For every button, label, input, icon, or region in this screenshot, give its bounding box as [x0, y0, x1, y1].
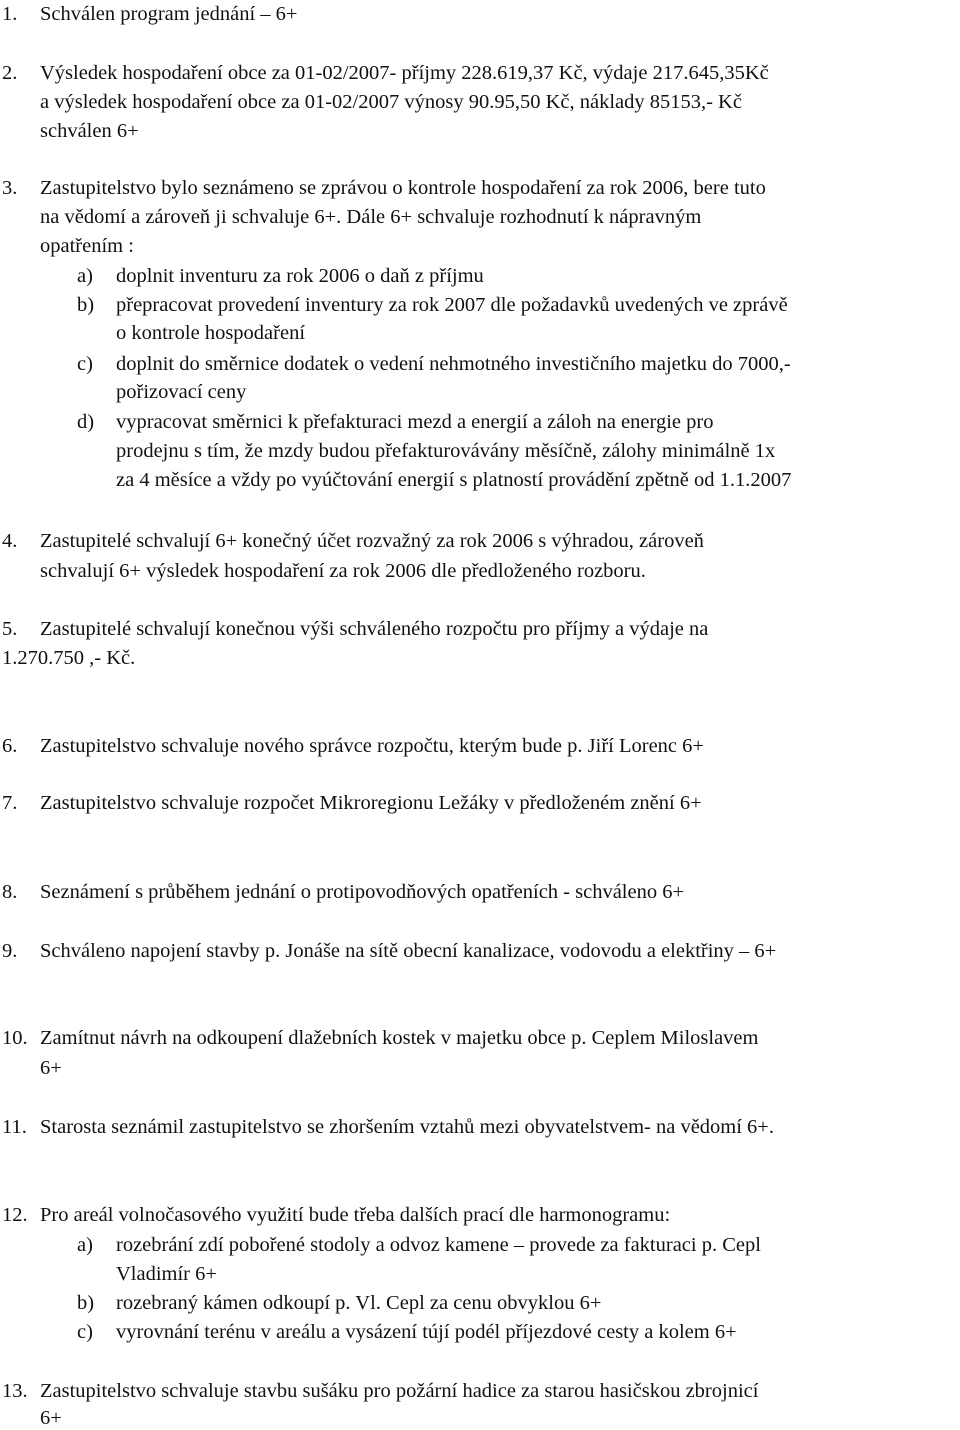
- item-text: opatřením :: [40, 235, 134, 257]
- item-text: 6+: [40, 1057, 62, 1079]
- subitem-text: doplnit inventuru za rok 2006 o daň z příjmu: [116, 265, 484, 287]
- item-number: 1.: [2, 3, 18, 25]
- subitem-text: prodejnu s tím, že mzdy budou přefakturovávány měsíčně, zálohy minimálně 1x: [116, 440, 776, 462]
- item-number: 4.: [2, 530, 18, 552]
- subitem-letter: c): [77, 353, 93, 375]
- subitem-letter: c): [77, 1321, 93, 1343]
- item-text: Pro areál volnočasového využití bude třeba dalších prací dle harmonogramu:: [40, 1204, 671, 1226]
- item-text: Zastupitelé schvalují 6+ konečný účet rozvažný za rok 2006 s výhradou, zároveň: [40, 530, 704, 552]
- subitem-text: rozebraný kámen odkoupí p. Vl. Cepl za cenu obvyklou 6+: [116, 1292, 602, 1314]
- subitem-letter: a): [77, 1234, 93, 1256]
- subitem-text: rozebrání zdí pobořené stodoly a odvoz kamene – provede za fakturaci p. Cepl: [116, 1234, 761, 1256]
- subitem-letter: a): [77, 265, 93, 287]
- item-number: 9.: [2, 940, 18, 962]
- subitem-text: doplnit do směrnice dodatek o vedení nehmotného investičního majetku do 7000,-: [116, 353, 791, 375]
- subitem-letter: b): [77, 294, 95, 316]
- item-number: 3.: [2, 177, 18, 199]
- item-number: 12.: [2, 1204, 28, 1226]
- subitem-letter: d): [77, 411, 95, 433]
- item-text: Zastupitelstvo schvaluje stavbu sušáku pro požární hadice za starou hasičskou zbrojnicí: [40, 1380, 759, 1402]
- item-text: Starosta seznámil zastupitelstvo se zhoršením vztahů mezi obyvatelstvem- na vědomí 6+.: [40, 1116, 774, 1138]
- subitem-text: za 4 měsíce a vždy po vyúčtování energií s platností provádění zpětně od 1.1.2007: [116, 469, 792, 491]
- item-text: Zastupitelstvo bylo seznámeno se zprávou o kontrole hospodaření za rok 2006, bere tuto: [40, 177, 766, 199]
- subitem-text: vyrovnání terénu v areálu a vysázení tújí podél příjezdové cesty a kolem 6+: [116, 1321, 737, 1343]
- item-text: na vědomí a zároveň ji schvaluje 6+. Dále 6+ schvaluje rozhodnutí k nápravným: [40, 206, 702, 228]
- item-text: Zamítnut návrh na odkoupení dlažebních kostek v majetku obce p. Ceplem Miloslavem: [40, 1027, 759, 1049]
- item-text: 6+: [40, 1407, 62, 1429]
- item-number: 8.: [2, 881, 18, 903]
- item-number: 6.: [2, 735, 18, 757]
- item-text: schválen 6+: [40, 120, 139, 142]
- subitem-text: vypracovat směrnici k přefakturaci mezd a energií a záloh na energie pro: [116, 411, 714, 433]
- item-number: 11.: [2, 1116, 27, 1138]
- subitem-text: o kontrole hospodaření: [116, 322, 306, 344]
- item-text: Zastupitelstvo schvaluje nového správce rozpočtu, kterým bude p. Jiří Lorenc 6+: [40, 735, 704, 757]
- subitem-letter: b): [77, 1292, 95, 1314]
- subitem-text: přepracovat provedení inventury za rok 2007 dle požadavků uvedených ve zprávě: [116, 294, 788, 316]
- item-number: 5.: [2, 618, 18, 640]
- item-text: Schváleno napojení stavby p. Jonáše na sítě obecní kanalizace, vodovodu a elektřiny – 6+: [40, 940, 777, 962]
- item-text: Výsledek hospodaření obce za 01-02/2007- příjmy 228.619,37 Kč, výdaje 217.645,35Kč: [40, 62, 769, 84]
- item-text: 1.270.750 ,- Kč.: [2, 647, 136, 669]
- subitem-text: pořizovací ceny: [116, 381, 247, 403]
- item-number: 7.: [2, 792, 18, 814]
- item-number: 13.: [2, 1380, 28, 1402]
- item-text: Zastupitelstvo schvaluje rozpočet Mikroregionu Ležáky v předloženém znění 6+: [40, 792, 702, 814]
- item-text: Seznámení s průběhem jednání o protipovodňových opatřeních - schváleno 6+: [40, 881, 685, 903]
- item-number: 2.: [2, 62, 18, 84]
- item-text: Zastupitelé schvalují konečnou výši schváleného rozpočtu pro příjmy a výdaje na: [40, 618, 709, 640]
- item-text: a výsledek hospodaření obce za 01-02/2007 výnosy 90.95,50 Kč, náklady 85153,- Kč: [40, 91, 742, 113]
- item-text: schvalují 6+ výsledek hospodaření za rok 2006 dle předloženého rozboru.: [40, 560, 646, 582]
- item-number: 10.: [2, 1027, 28, 1049]
- subitem-text: Vladimír 6+: [116, 1263, 217, 1285]
- item-text: Schválen program jednání – 6+: [40, 3, 298, 25]
